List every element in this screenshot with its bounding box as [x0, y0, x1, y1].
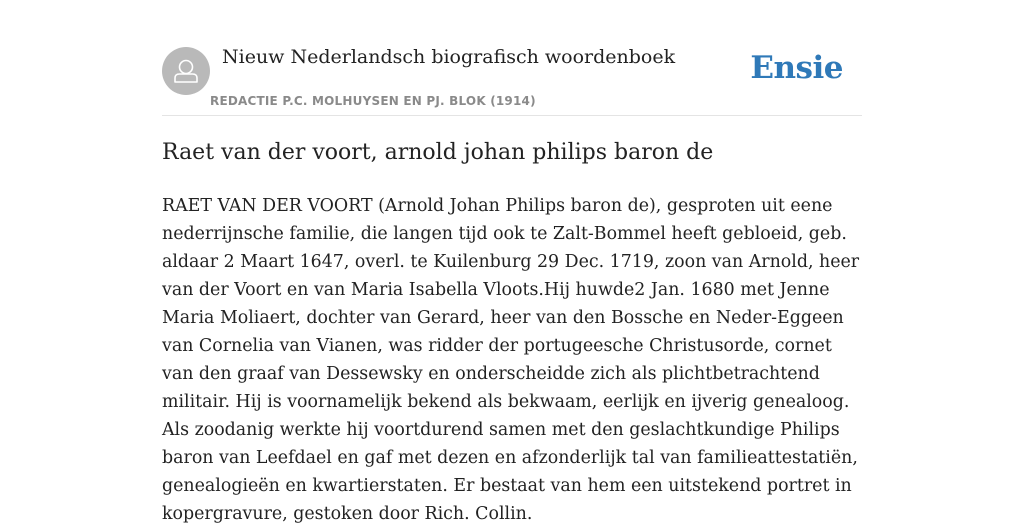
publication-title[interactable]: Nieuw Nederlandsch biografisch woordenboek — [222, 46, 676, 68]
publication-subtitle: REDACTIE P.C. MOLHUYSEN EN PJ. BLOK (1914) — [210, 94, 536, 108]
user-icon — [162, 47, 210, 95]
source-header — [162, 46, 862, 116]
article-body: RAET VAN DER VOORT (Arnold Johan Philips baron de), gesproten uit eene nederrijnsche familie, die langen tijd ook te Zalt-Bommel heeft gebloeid, geb. aldaar 2 Maart 1647, overl. te Kuilenburg 29 Dec. 1719, zoon van Arnold, heer van der Voort en van Maria Isabella Vloots.Hij huwde2 Jan. 1680 met Jenne Maria Moliaert, dochter van Gerard, heer van den Bossche en Neder-Eggeen van Cornelia van Vianen, was ridder der portugeesche Christusorde, cornet van den graaf van Dessewsky en onderscheidde zich als plichtbetrachtend militair. Hij is voornamelijk bekend als bekwaam, eerlijk en ijverig genealoog. Als zoodanig werkte hij voortdurend samen met den geslachtkundige Philips baron van Leefdael en gaf met dezen en afzonderlijk tal van familieattestatiën, genealogieën en kwartierstaten. Er bestaat van hem een uitstekend portret in kopergravure, gestoken door Rich. Collin. — [162, 196, 860, 524]
article-title: Raet van der voort, arnold johan philips baron de — [162, 140, 714, 165]
ensie-logo[interactable]: Ensie — [750, 50, 843, 86]
avatar[interactable] — [162, 47, 210, 95]
